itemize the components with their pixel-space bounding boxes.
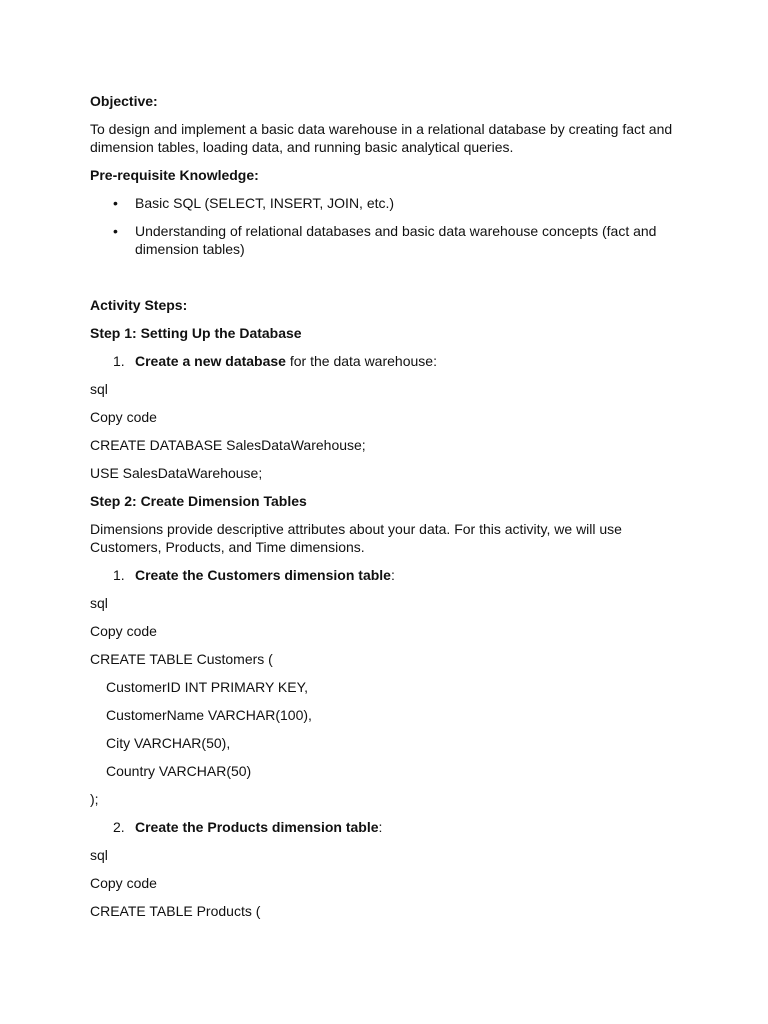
code-line: CREATE DATABASE SalesDataWarehouse; (90, 437, 366, 453)
bullet-icon: • (113, 223, 118, 239)
step2-item-2-rest: : (378, 819, 383, 835)
code-language-label: sql (90, 595, 108, 611)
copy-code-label: Copy code (90, 623, 157, 639)
code-line: ); (90, 791, 99, 807)
step2-heading: Step 2: Create Dimension Tables (90, 493, 307, 509)
list-number: 1. (113, 353, 125, 369)
bullet-icon: • (113, 195, 118, 211)
step2-item-2-text (135, 818, 382, 836)
step2-description-line-2: Customers, Products, and Time dimensions. (90, 539, 365, 555)
code-language-label: sql (90, 847, 108, 863)
step2-item-1-rest: : (390, 567, 395, 583)
list-item-text-line-2: dimension tables) (135, 241, 245, 257)
step2-description-line-1: Dimensions provide descriptive attributes about your data. For this activity, we will use (90, 521, 622, 537)
code-line: CREATE TABLE Customers ( (90, 651, 273, 667)
copy-code-label: Copy code (90, 409, 157, 425)
code-line: CustomerID INT PRIMARY KEY, (106, 679, 309, 695)
step1-item-1-rest: for the data warehouse: (285, 353, 437, 369)
code-line: CustomerName VARCHAR(100), (106, 707, 312, 723)
objective-text-line-1: To design and implement a basic data warehouse in a relational database by creating fact and (90, 121, 673, 137)
code-line: USE SalesDataWarehouse; (90, 465, 263, 481)
list-item-text: Basic SQL (SELECT, INSERT, JOIN, etc.) (135, 195, 395, 211)
code-line: CREATE TABLE Products ( (90, 903, 261, 919)
objective-heading: Objective: (90, 93, 158, 109)
step1-heading: Step 1: Setting Up the Database (90, 325, 302, 341)
step2-item-1-bold: Create the Customers dimension table (135, 567, 391, 583)
code-line: City VARCHAR(50), (106, 735, 231, 751)
step2-item-2-bold: Create the Products dimension table (135, 819, 379, 835)
code-line: Country VARCHAR(50) (106, 763, 252, 779)
step1-item-1-text (135, 352, 437, 370)
copy-code-label: Copy code (90, 875, 157, 891)
objective-text-line-2: dimension tables, loading data, and running basic analytical queries. (90, 139, 514, 155)
code-language-label: sql (90, 381, 108, 397)
list-number: 2. (113, 819, 125, 835)
prereq-heading: Pre-requisite Knowledge: (90, 167, 259, 183)
step1-item-1-bold: Create a new database (135, 353, 286, 369)
activity-steps-heading: Activity Steps: (90, 297, 188, 313)
list-item-text-line-1: Understanding of relational databases and basic data warehouse concepts (fact and (135, 223, 657, 239)
step2-item-1-text (135, 566, 395, 584)
list-number: 1. (113, 567, 125, 583)
